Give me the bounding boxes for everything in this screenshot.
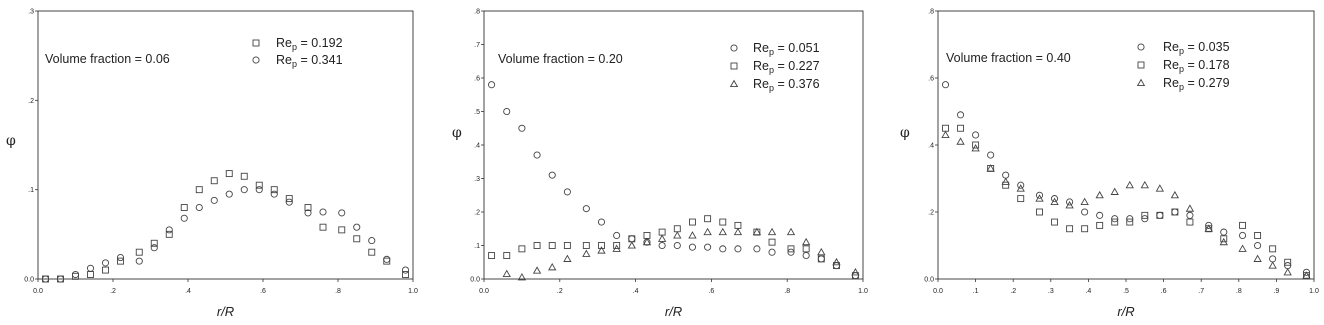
x-tick-label: .4 (632, 288, 639, 295)
legend-marker (731, 81, 738, 87)
data-point (769, 249, 775, 255)
legend-entry-main: Re (753, 41, 769, 55)
data-point (1003, 172, 1009, 178)
legend-entry-value: = 0.178 (1184, 58, 1230, 72)
legend-entry-sub: p (291, 59, 297, 69)
data-point (1082, 226, 1088, 232)
legend-entry-value: = 0.341 (297, 53, 343, 67)
legend-entry-main: Re (276, 53, 292, 67)
data-point (369, 237, 375, 243)
legend-marker (731, 63, 737, 69)
data-point (504, 108, 510, 114)
data-point (1097, 222, 1103, 228)
data-point (1239, 245, 1246, 251)
data-point (1018, 196, 1024, 202)
data-point (402, 267, 408, 273)
legend (1138, 40, 1230, 92)
x-tick-label: .3 (1047, 288, 1054, 295)
x-tick-label: .1 (972, 288, 979, 295)
data-point (136, 249, 142, 255)
data-point (852, 269, 859, 275)
data-point (226, 191, 232, 197)
data-point (1052, 219, 1058, 225)
data-point (87, 265, 93, 271)
legend-entry-main: Re (1163, 76, 1179, 90)
legend-entry-sub: p (768, 65, 774, 75)
y-tick-label: .8 (928, 8, 934, 16)
y-tick-label: .2 (28, 97, 34, 105)
legend-entry-main: Re (753, 77, 769, 91)
data-point (1067, 226, 1073, 232)
legend-entry (276, 36, 343, 52)
data-point (1156, 185, 1163, 191)
x-tick-label: 1.0 (408, 288, 418, 295)
data-point (549, 264, 556, 270)
legend-entry-value: = 0.376 (774, 77, 820, 91)
data-point (1270, 256, 1276, 262)
data-point (519, 246, 525, 252)
data-point (549, 243, 555, 249)
data-point (987, 165, 994, 171)
legend-entry-main: Re (753, 59, 769, 73)
data-point (166, 227, 172, 233)
data-point (803, 239, 810, 245)
data-point (1141, 182, 1148, 188)
series-2 (489, 216, 859, 279)
data-point (564, 243, 570, 249)
x-tick-label: 1.0 (858, 288, 868, 295)
x-tick-label: 0.0 (479, 288, 489, 295)
data-point (384, 256, 390, 262)
legend-entry (276, 53, 343, 69)
x-tick-label: .8 (1235, 288, 1242, 295)
data-point (241, 187, 247, 193)
data-point (488, 82, 494, 88)
data-point (549, 172, 555, 178)
legend-entry-main: Re (1163, 40, 1179, 54)
x-tick-label: 0.0 (933, 288, 943, 295)
panel-2 (452, 9, 868, 320)
x-tick-label: .8 (335, 288, 341, 295)
legend-entry-main: Re (1163, 58, 1179, 72)
data-point (1097, 212, 1103, 218)
data-point (211, 197, 217, 203)
data-point (720, 246, 726, 252)
data-point (735, 229, 742, 235)
data-point (583, 243, 589, 249)
data-point (564, 189, 570, 195)
y-tick-label: 0.0 (470, 276, 480, 284)
legend-marker (1138, 62, 1144, 68)
data-point (489, 253, 495, 259)
y-axis-label: φ (900, 125, 910, 141)
data-point (211, 178, 217, 184)
volume-fraction-annotation: Volume fraction = 0.06 (45, 52, 170, 66)
data-point (354, 224, 360, 230)
data-point (583, 250, 590, 256)
data-point (957, 112, 963, 118)
data-point (754, 246, 760, 252)
data-point (973, 132, 979, 138)
y-tick-label: .2 (474, 209, 480, 217)
data-point (659, 229, 665, 235)
data-point (1187, 219, 1193, 225)
data-point (1240, 222, 1246, 228)
series-3 (942, 132, 1310, 279)
data-point (803, 246, 809, 252)
data-point (833, 259, 840, 265)
data-point (988, 152, 994, 158)
data-point (271, 191, 277, 197)
data-point (705, 244, 711, 250)
legend-entry-sub: p (768, 47, 774, 57)
volume-fraction-annotation: Volume fraction = 0.20 (498, 52, 623, 66)
data-point (705, 216, 711, 222)
x-tick-label: .2 (110, 288, 116, 295)
data-point (1284, 269, 1291, 275)
series-3 (503, 229, 858, 280)
data-point (103, 267, 109, 273)
data-point (598, 219, 604, 225)
data-point (659, 242, 665, 248)
y-tick-label: .3 (28, 8, 34, 16)
data-point (1239, 232, 1245, 238)
data-point (1270, 246, 1276, 252)
data-point (1255, 232, 1261, 238)
data-point (704, 229, 711, 235)
data-point (354, 236, 360, 242)
legend-entry (753, 41, 820, 57)
data-point (320, 209, 326, 215)
x-tick-label: .4 (185, 288, 191, 295)
data-point (689, 232, 696, 238)
data-point (674, 232, 681, 238)
data-point (1221, 229, 1227, 235)
y-axis-label: φ (6, 133, 16, 149)
y-tick-label: .6 (928, 75, 934, 83)
data-point (286, 196, 292, 202)
legend-entry-main: Re (276, 36, 292, 50)
data-point (769, 239, 775, 245)
data-point (958, 125, 964, 131)
data-point (151, 245, 157, 251)
data-point (519, 125, 525, 131)
data-point (136, 258, 142, 264)
data-point (689, 219, 695, 225)
data-point (735, 222, 741, 228)
data-point (753, 229, 760, 235)
x-tick-label: .6 (1160, 288, 1167, 295)
data-point (286, 199, 292, 205)
series-2 (42, 187, 408, 283)
y-tick-label: .1 (474, 243, 480, 250)
x-tick-label: .5 (1123, 288, 1129, 295)
legend-entry-value: = 0.279 (1184, 76, 1230, 90)
data-point (196, 187, 202, 193)
data-point (241, 173, 247, 179)
data-point (196, 204, 202, 210)
legend (731, 41, 820, 93)
data-point (1157, 212, 1163, 218)
data-point (504, 253, 510, 259)
data-point (534, 243, 540, 249)
data-point (1172, 209, 1178, 215)
data-point (1187, 212, 1193, 218)
data-point (803, 252, 809, 258)
y-tick-label: .1 (28, 187, 34, 195)
x-tick-label: 0.0 (33, 288, 43, 295)
legend-marker (1138, 80, 1145, 86)
data-point (674, 226, 680, 232)
data-point (818, 256, 824, 262)
series-1 (942, 82, 1309, 276)
data-point (88, 272, 94, 278)
y-axis-label: φ (452, 125, 462, 141)
data-point (769, 229, 776, 235)
x-tick-label: .9 (1273, 288, 1280, 295)
data-point (719, 229, 726, 235)
y-tick-label: .6 (474, 75, 480, 83)
data-point (689, 244, 695, 250)
x-tick-label: .2 (1010, 288, 1017, 295)
x-axis-label: r/R (664, 304, 683, 319)
data-point (534, 267, 541, 273)
legend-entry (1163, 76, 1230, 92)
data-point (1255, 242, 1261, 248)
y-tick-label: .4 (928, 142, 934, 150)
data-point (1269, 262, 1276, 268)
data-point (1126, 182, 1133, 188)
data-point (1003, 182, 1009, 188)
data-point (1096, 192, 1103, 198)
y-tick-label: 0.0 (24, 276, 34, 284)
data-point (1254, 256, 1261, 262)
data-point (598, 247, 605, 253)
x-tick-label: .2 (556, 288, 563, 295)
data-point (1171, 192, 1178, 198)
data-point (818, 249, 825, 255)
legend-marker (253, 57, 259, 63)
legend-entry-sub: p (1178, 46, 1184, 56)
panel-1 (6, 9, 418, 320)
legend-entry-value: = 0.192 (297, 36, 343, 50)
data-point (942, 82, 948, 88)
data-point (659, 235, 666, 241)
x-tick-label: .7 (1198, 288, 1205, 295)
data-point (117, 254, 123, 260)
data-point (118, 258, 124, 264)
data-point (583, 206, 589, 212)
data-point (1037, 209, 1043, 215)
data-point (735, 246, 741, 252)
x-axis-label: r/R (1117, 304, 1135, 319)
data-point (942, 132, 949, 138)
legend-entry-value: = 0.035 (1184, 40, 1230, 54)
legend-entry (753, 77, 820, 93)
x-tick-label: .4 (1085, 288, 1092, 295)
data-point (320, 224, 326, 230)
legend-entry (753, 59, 820, 75)
data-point (1081, 199, 1088, 205)
data-point (339, 227, 345, 233)
data-point (226, 171, 232, 177)
data-point (957, 138, 964, 144)
y-tick-label: .3 (474, 176, 480, 183)
data-point (674, 242, 680, 248)
data-point (1187, 205, 1194, 211)
y-tick-label: .5 (474, 109, 480, 116)
y-tick-label: .2 (928, 209, 934, 217)
legend-entry-sub: p (291, 42, 297, 52)
legend-entry-value: = 0.227 (774, 59, 820, 73)
x-axis-label: r/R (216, 304, 235, 319)
data-point (1002, 178, 1009, 184)
legend (253, 36, 343, 69)
legend-entry-value: = 0.051 (774, 41, 820, 55)
panel-3 (900, 9, 1319, 320)
data-point (788, 229, 795, 235)
data-point (503, 271, 510, 277)
data-point (181, 215, 187, 221)
y-tick-label: .7 (474, 42, 480, 49)
x-tick-label: .6 (708, 288, 715, 295)
data-point (1111, 189, 1118, 195)
data-point (369, 249, 375, 255)
data-point (943, 125, 949, 131)
data-point (72, 271, 78, 277)
data-point (628, 242, 635, 248)
data-point (1082, 209, 1088, 215)
data-point (339, 210, 345, 216)
data-point (614, 232, 620, 238)
legend-entry-sub: p (1178, 64, 1184, 74)
y-tick-label: 0.0 (924, 276, 934, 284)
x-tick-label: .8 (784, 288, 791, 295)
data-point (720, 219, 726, 225)
data-point (534, 152, 540, 158)
x-tick-label: 1.0 (1309, 288, 1319, 295)
legend-entry-sub: p (768, 83, 774, 93)
data-point (564, 256, 571, 262)
data-point (102, 260, 108, 266)
y-tick-label: .8 (474, 8, 480, 16)
legend-marker (1138, 44, 1144, 50)
legend-marker (731, 45, 737, 51)
series-2 (943, 125, 1310, 278)
legend-entry (1163, 40, 1230, 56)
y-tick-label: .4 (474, 142, 480, 150)
legend-entry-sub: p (1178, 82, 1184, 92)
legend-entry (1163, 58, 1230, 74)
data-point (629, 236, 635, 242)
volume-fraction-annotation: Volume fraction = 0.40 (946, 51, 1071, 65)
legend-marker (253, 40, 259, 46)
data-point (644, 232, 650, 238)
data-point (256, 187, 262, 193)
x-tick-label: .6 (260, 288, 266, 295)
data-point (181, 205, 187, 211)
